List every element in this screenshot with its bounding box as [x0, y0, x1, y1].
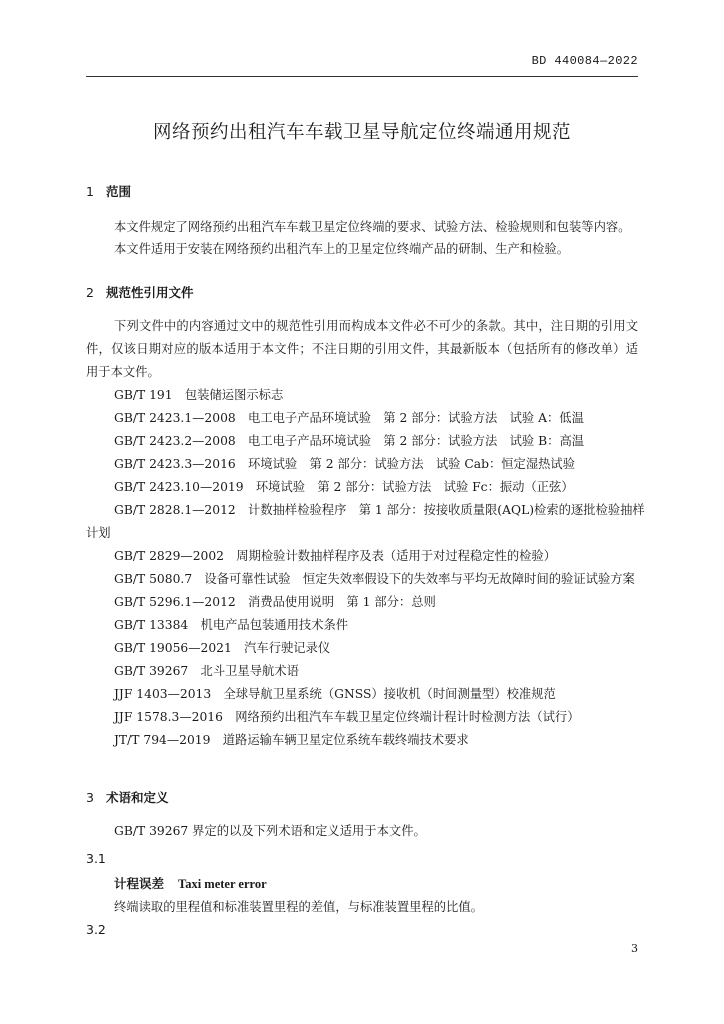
section-1-heading: [86, 182, 131, 200]
term-chinese: 计程误差: [114, 876, 165, 891]
reference-item: GB/T 2828.1—2012 计数抽样检验程序 第 1 部分：按接收质量限(AQL)检索的逐批检验抽样: [114, 503, 645, 517]
page-number: 3: [631, 942, 638, 955]
section-title: 术语和定义: [106, 790, 169, 805]
section-3-intro: GB/T 39267 界定的以及下列术语和定义适用于本文件。: [114, 824, 426, 838]
section-2-intro: 下列文件中的内容通过文中的规范性引用而构成本文件必不可少的条款。其中，注日期的引用文件，仅该日期对应的版本适用于本文件；不注日期的引用文件，其最新版本（包括所有的修改单）适用于本文件。: [86, 319, 638, 379]
reference-item: GB/T 2423.10—2019 环境试验 第 2 部分：试验方法 试验 Fc：振动（正弦）: [114, 480, 574, 494]
section-number: 1: [86, 184, 94, 199]
term-heading: [114, 874, 267, 892]
section-1-paragraph-2: 本文件适用于安装在网络预约出租汽车上的卫星定位终端产品的研制、生产和检验。: [114, 242, 569, 256]
document-code: BD 440084—2022: [531, 54, 638, 68]
section-1-paragraph-1: 本文件规定了网络预约出租汽车车载卫星定位终端的要求、试验方法、检验规则和包装等内容。: [114, 220, 631, 234]
clause-number: 3.1: [86, 851, 106, 866]
reference-item: GB/T 2423.2—2008 电工电子产品环境试验 第 2 部分：试验方法 试验 B：高温: [114, 434, 585, 448]
reference-item: GB/T 39267 北斗卫星导航术语: [114, 664, 299, 678]
reference-item: GB/T 2423.1—2008 电工电子产品环境试验 第 2 部分：试验方法 试验 A：低温: [114, 411, 584, 425]
section-number: 3: [86, 790, 94, 805]
document-title: 网络预约出租汽车车载卫星导航定位终端通用规范: [152, 122, 571, 143]
reference-item: GB/T 2423.3—2016 环境试验 第 2 部分：试验方法 试验 Cab：恒定湿热试验: [114, 457, 576, 471]
section-title: 规范性引用文件: [106, 285, 194, 300]
reference-item: GB/T 5080.7 设备可靠性试验 恒定失效率假设下的失效率与平均无故障时间的验证试验方案: [114, 572, 635, 586]
section-title: 范围: [106, 184, 132, 199]
normative-references-list: [86, 384, 645, 752]
reference-item: GB/T 13384 机电产品包装通用技术条件: [114, 618, 349, 632]
reference-item: GB/T 2829—2002 周期检验计数抽样程序及表（适用于对过程稳定性的检验）: [114, 549, 557, 563]
reference-item: GB/T 191 包装储运图示标志: [114, 388, 284, 402]
reference-item: GB/T 19056—2021 汽车行驶记录仪: [114, 641, 331, 655]
reference-item: JT/T 794—2019 道路运输车辆卫星定位系统车载终端技术要求: [114, 733, 469, 747]
term-english: Taxi meter error: [178, 877, 267, 891]
header-rule: [86, 76, 638, 77]
section-3-heading: [86, 788, 169, 806]
term-definition: 终端读取的里程值和标准装置里程的差值，与标准装置里程的比值。: [114, 900, 483, 914]
section-2-heading: [86, 283, 194, 301]
reference-item-continuation: 计划: [86, 526, 111, 540]
section-number: 2: [86, 285, 94, 300]
reference-item: JJF 1403—2013 全球导航卫星系统（GNSS）接收机（时间测量型）校准规范: [114, 687, 556, 701]
reference-item: JJF 1578.3—2016 网络预约出租汽车车载卫星定位终端计程计时检测方法（试行）: [114, 710, 580, 724]
clause-number: 3.2: [86, 922, 106, 937]
reference-item: GB/T 5296.1—2012 消费品使用说明 第 1 部分：总则: [114, 595, 436, 609]
